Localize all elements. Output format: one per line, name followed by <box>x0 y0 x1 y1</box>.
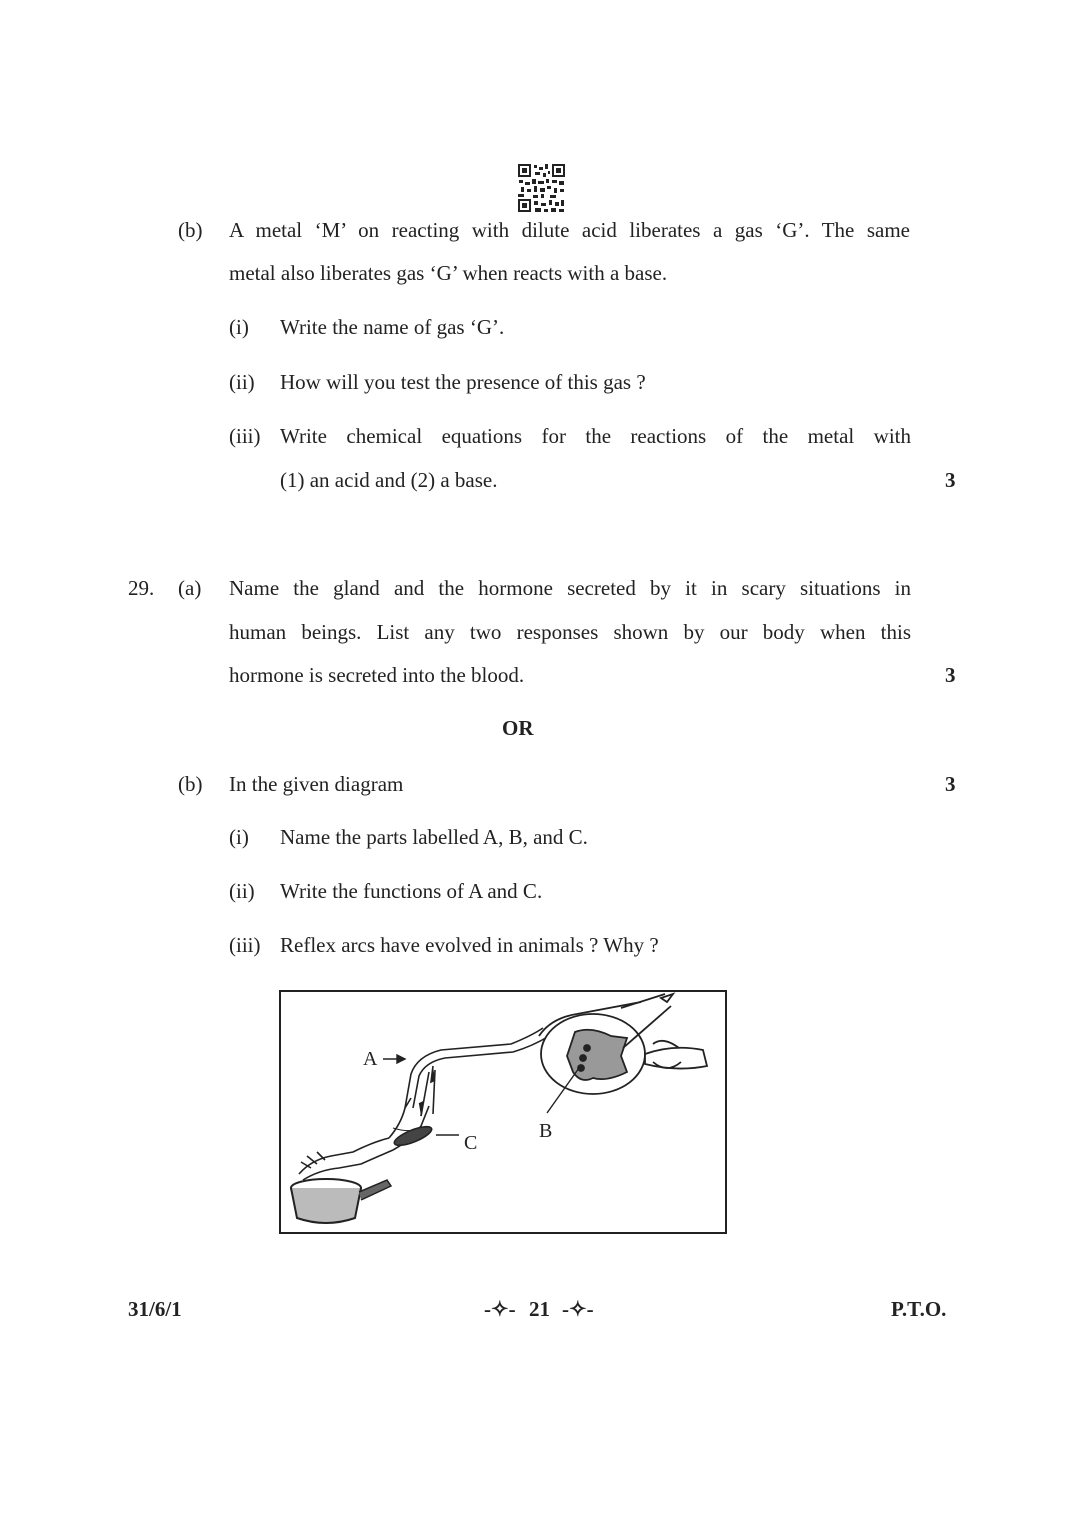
q29a-text-line1: Name the gland and the hormone secreted by it in scary situations in <box>229 576 911 600</box>
page-number-ornament-right-icon: -✧- <box>562 1297 594 1321</box>
or-separator: OR <box>502 716 534 740</box>
q28b-part-iii-continuation: (1) an acid and (2) a base. <box>280 468 498 492</box>
qr-code-icon <box>517 163 566 213</box>
reflex-arc-diagram <box>279 990 727 1234</box>
q28b-text-line2: metal also liberates gas ‘G’ when reacts with a base. <box>229 261 668 285</box>
nerve-pathway-icon <box>405 1028 549 1116</box>
q29b-part-iii-text: Reflex arcs have evolved in animals ? Why ? <box>280 933 659 957</box>
q29b-part-ii-text: Write the functions of A and C. <box>280 879 543 903</box>
diagram-label-a: A <box>363 1048 378 1070</box>
hand-and-arm-icon <box>299 1098 434 1180</box>
q29b-part-i-text: Name the parts labelled A, B, and C. <box>280 825 588 849</box>
spinal-cord-icon <box>539 994 707 1094</box>
page-number-ornament-left-icon: -✧- <box>484 1297 516 1321</box>
q29a-label: (a) <box>178 576 202 600</box>
q29b-label: (b) <box>178 772 203 796</box>
q28b-label: (b) <box>178 218 203 242</box>
q28b-part-ii-text: How will you test the presence of this gas ? <box>280 370 646 394</box>
q28b-text-line1: A metal ‘M’ on reacting with dilute acid liberates a gas ‘G’. The same <box>229 218 910 242</box>
q29a-text-line3: hormone is secreted into the blood. <box>229 663 525 687</box>
q28b-part-iii-number: (iii) <box>229 424 261 448</box>
diagram-label-b: B <box>539 1120 553 1142</box>
q29b-part-i-number: (i) <box>229 825 249 849</box>
q28b-part-ii-number: (ii) <box>229 370 255 394</box>
reflex-arc-illustration <box>281 992 725 1232</box>
saucepan-icon <box>291 1179 391 1223</box>
q28b-part-i-number: (i) <box>229 315 249 339</box>
q29b-intro: In the given diagram <box>229 772 404 796</box>
q28b-part-iii-text: Write chemical equations for the reactions of the metal with <box>280 424 911 448</box>
q28b-part-i-text: Write the name of gas ‘G’. <box>280 315 505 339</box>
q29-number: 29. <box>128 576 155 600</box>
q28b-marks: 3 <box>945 468 956 492</box>
q29b-part-ii-number: (ii) <box>229 879 255 903</box>
q29a-marks: 3 <box>945 663 956 687</box>
please-turn-over: P.T.O. <box>891 1297 947 1321</box>
page-number: 21 <box>529 1297 550 1321</box>
q29a-text-line2: human beings. List any two responses shown by our body when this <box>229 620 911 644</box>
paper-code: 31/6/1 <box>128 1297 182 1321</box>
q29b-part-iii-number: (iii) <box>229 933 261 957</box>
q29b-marks: 3 <box>945 772 956 796</box>
diagram-label-c: C <box>464 1132 478 1154</box>
